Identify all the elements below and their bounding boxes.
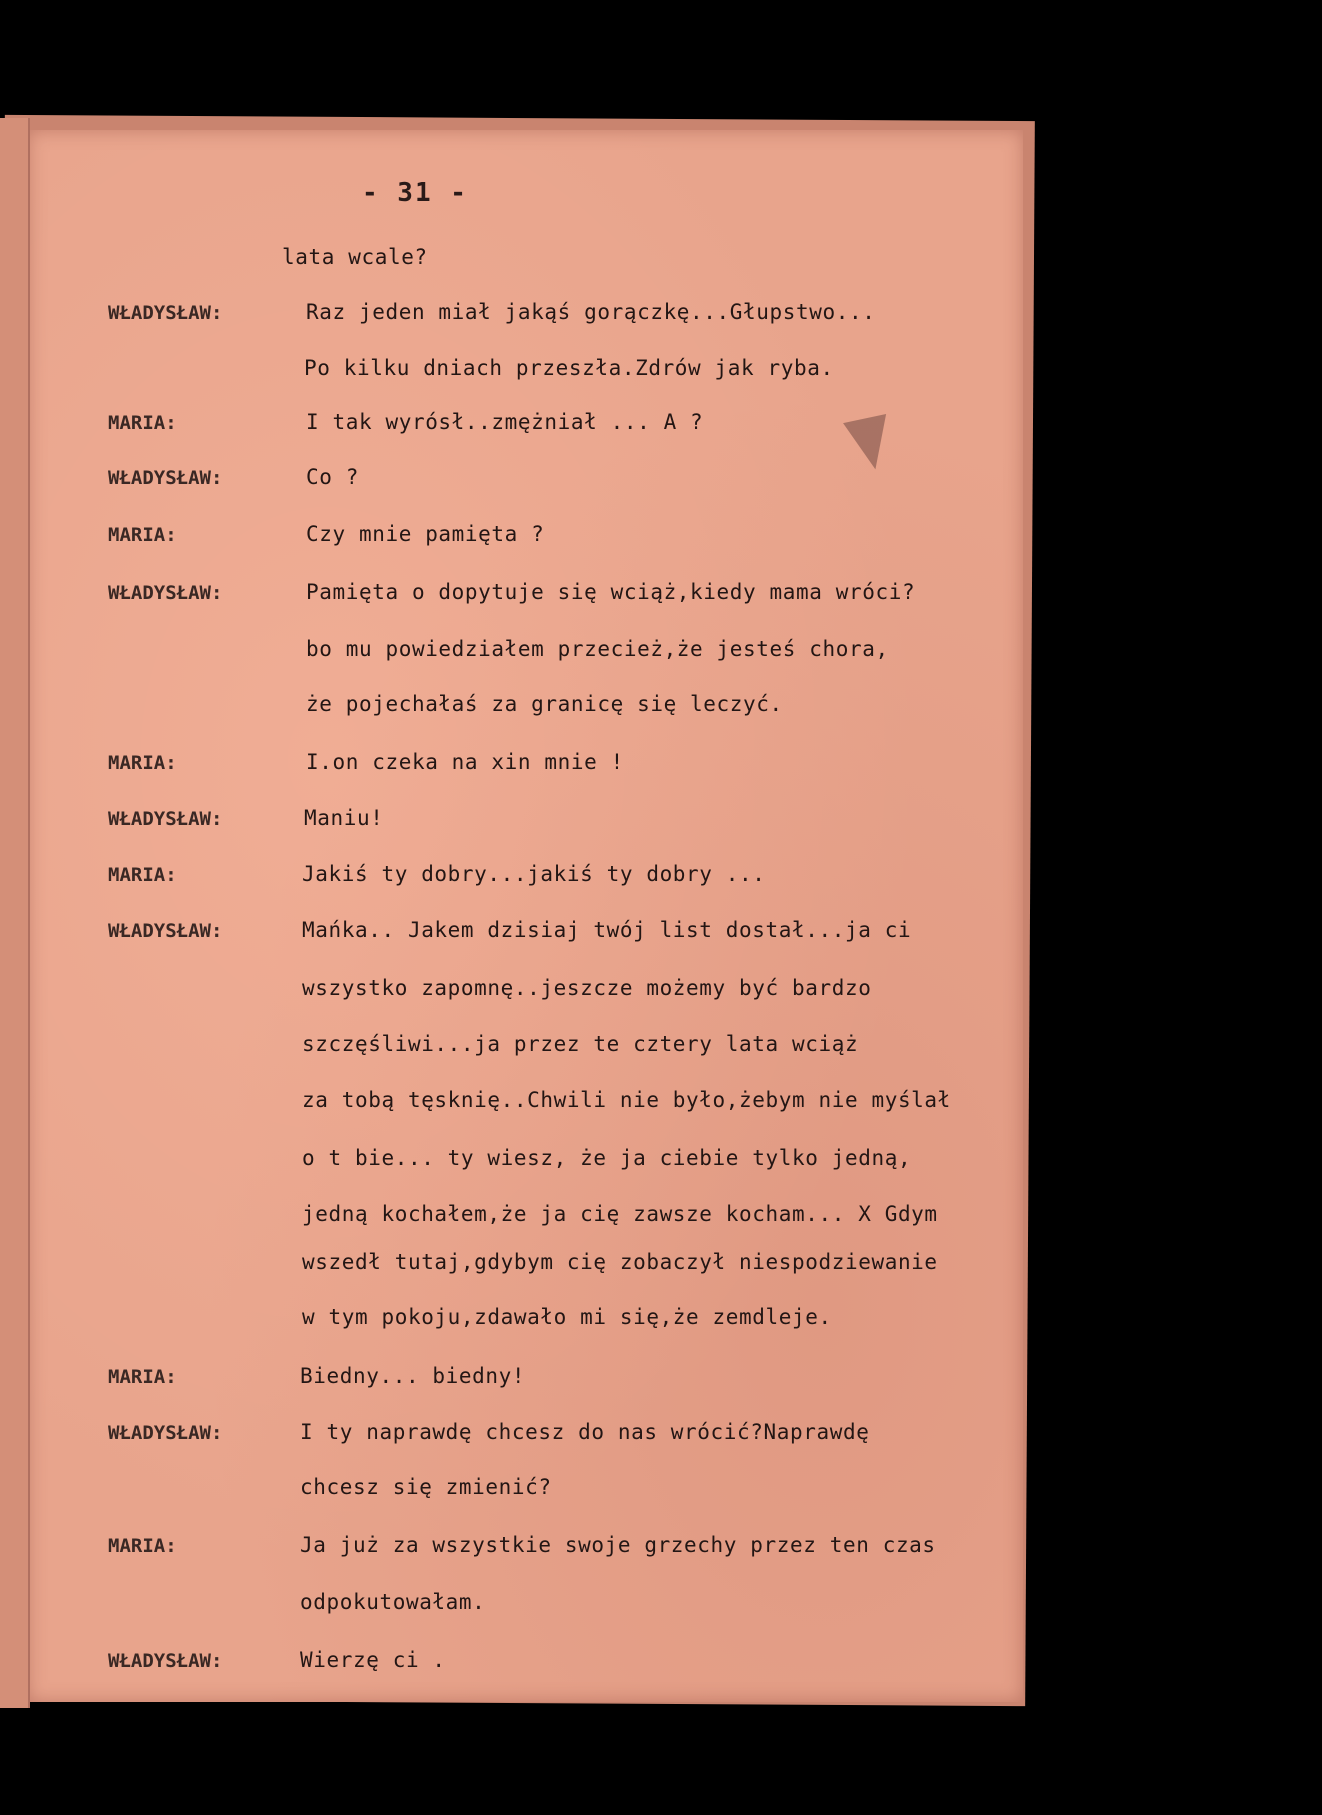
- dialogue-line: Biedny... biedny!: [300, 1364, 526, 1388]
- speaker-name: WŁADYSŁAW:: [108, 1650, 223, 1672]
- dialogue-line: wszystko zapomnę..jeszcze możemy być bardzo: [302, 976, 872, 1000]
- dialogue-line: Mańka.. Jakem dzisiaj twój list dostał...ja ci: [302, 918, 912, 942]
- dialogue-line: I.on czeka na xin mnie !: [306, 750, 624, 774]
- dialogue-line: Wierzę ci .: [300, 1648, 446, 1672]
- dialogue-line: wszedł tutaj,gdybym cię zobaczył niespodziewanie: [302, 1250, 938, 1274]
- dialogue-line: Maniu!: [304, 806, 384, 830]
- dialogue-line: chcesz się zmienić?: [300, 1475, 552, 1499]
- speaker-name: MARIA:: [108, 1535, 177, 1557]
- page-number: - 31 -: [362, 178, 468, 208]
- dialogue-line: Pamięta o dopytuje się wciąż,kiedy mama wróci?: [306, 580, 916, 604]
- dialogue-line: jedną kochałem,że ja cię zawsze kocham... X Gdym: [302, 1202, 938, 1226]
- speaker-name: MARIA:: [108, 412, 177, 434]
- dialogue-line: I tak wyrósł..zmężniał ... A ?: [306, 410, 704, 434]
- dialogue-line: Jakiś ty dobry...jakiś ty dobry ...: [302, 862, 766, 886]
- dialogue-line: w tym pokoju,zdawało mi się,że zemdleje.: [302, 1305, 832, 1329]
- dialogue-line: Ja już za wszystkie swoje grzechy przez ten czas: [300, 1533, 936, 1557]
- dialogue-line: o t bie... ty wiesz, że ja ciebie tylko jedną,: [302, 1146, 912, 1170]
- speaker-name: WŁADYSŁAW:: [108, 582, 223, 604]
- dialogue-line: za tobą tęsknię..Chwili nie było,żebym nie myślał: [302, 1088, 951, 1112]
- dialogue-line: odpokutowałam.: [300, 1590, 486, 1614]
- page-left-edge: [0, 118, 30, 1708]
- dialogue-line: szczęśliwi...ja przez te cztery lata wciąż: [302, 1032, 859, 1056]
- speaker-name: WŁADYSŁAW:: [108, 467, 223, 489]
- speaker-name: MARIA:: [108, 752, 177, 774]
- speaker-name: MARIA:: [108, 524, 177, 546]
- speaker-name: WŁADYSŁAW:: [108, 302, 223, 324]
- speaker-name: WŁADYSŁAW:: [108, 1422, 223, 1444]
- dialogue-line: Co ?: [306, 465, 359, 489]
- speaker-name: WŁADYSŁAW:: [108, 808, 223, 830]
- dialogue-line: lata wcale?: [282, 245, 428, 269]
- speaker-name: WŁADYSŁAW:: [108, 920, 223, 942]
- dialogue-line: bo mu powiedziałem przecież,że jesteś chora,: [306, 637, 889, 661]
- speaker-name: MARIA:: [108, 864, 177, 886]
- dialogue-line: Raz jeden miał jakąś gorączkę...Głupstwo...: [306, 300, 876, 324]
- dialogue-line: że pojechałaś za granicę się leczyć.: [306, 692, 783, 716]
- dialogue-line: Po kilku dniach przeszła.Zdrów jak ryba.: [304, 356, 834, 380]
- dialogue-line: I ty naprawdę chcesz do nas wrócić?Naprawdę: [300, 1420, 870, 1444]
- speaker-name: MARIA:: [108, 1366, 177, 1388]
- dialogue-line: Czy mnie pamięta ?: [306, 522, 545, 546]
